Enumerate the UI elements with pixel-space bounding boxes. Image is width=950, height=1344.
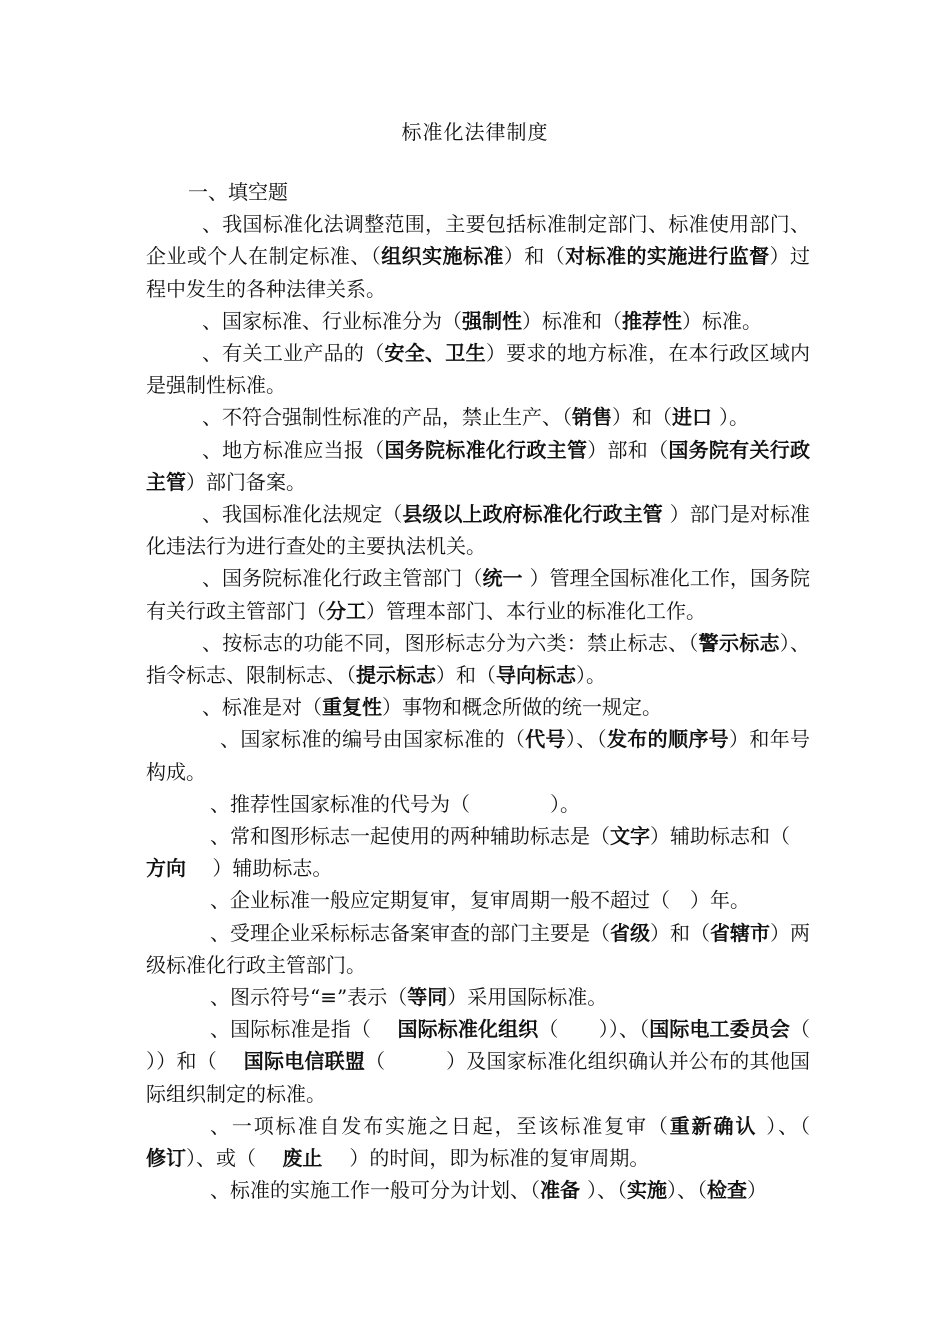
question-text: ）: [746, 1178, 767, 1203]
answer-text: 国际电工委员会: [649, 1017, 791, 1042]
question-text: 、不符合强制性标准的产品，禁止生产、（: [202, 405, 572, 430]
answer-text: 分工: [326, 598, 366, 623]
answer-text: 文字: [610, 824, 650, 849]
answer-text: 警示标志: [698, 630, 780, 655]
answer-text: 重新确认: [669, 1113, 767, 1138]
question-list: [146, 208, 851, 1206]
question-text: ）和（: [612, 405, 672, 430]
question-text: ）、（: [586, 1178, 627, 1203]
question-text: 、国家标准的编号由国家标准的（: [220, 727, 526, 752]
question-text: 、企业标准一般应定期复审，复审周期一般不超过（ ）年。: [210, 888, 750, 913]
question-text: ）事物和概念所做的统一规定。: [382, 695, 662, 720]
question-item: [146, 691, 810, 723]
question-text: ）辅助标志和（: [650, 824, 810, 849]
answer-text: 省辖市: [710, 920, 770, 945]
question-text: ）采用国际标准。: [447, 985, 608, 1010]
question-text: ）部门是对标准化违法行为进行查处的主要执法机关。: [146, 502, 811, 559]
question-text: ）、（: [565, 727, 607, 752]
question-text: 、国家标准、行业标准分为（: [202, 308, 462, 333]
question-text: 、推荐性国家标准的代号为（ ）。: [210, 791, 580, 816]
question-text: ）、（: [666, 1178, 707, 1203]
answer-text: 提示标志: [356, 663, 436, 688]
document-body: [146, 176, 851, 1207]
question-text: （ ））和（: [146, 1017, 851, 1074]
question-item: [146, 562, 810, 626]
question-text: ）和（: [436, 663, 496, 688]
answer-text: 等同: [407, 985, 448, 1010]
question-item: [146, 981, 810, 1013]
answer-text: 销售: [572, 405, 612, 430]
question-text: ）部门备案。: [186, 469, 306, 494]
answer-text: 国际电信联盟: [243, 1049, 366, 1074]
question-text: （ ）及国家标准化组织确认并公布的其他国际组织制定的标准。: [146, 1049, 811, 1106]
question-text: ）的时间，即为标准的复审周期。: [329, 1146, 650, 1171]
question-text: ）部和（: [587, 437, 669, 462]
question-item: [146, 1174, 810, 1206]
answer-text: 组织实施标准: [381, 244, 504, 269]
answer-text: 省级: [610, 920, 650, 945]
answer-text: 统一: [482, 566, 530, 591]
question-text: 、标准是对（: [202, 695, 322, 720]
question-item: [146, 1013, 851, 1110]
answer-text: 强制性: [462, 308, 522, 333]
answer-text: 国务院标准化行政主管: [384, 437, 588, 462]
question-text: 、有关工业产品的（: [202, 341, 385, 366]
question-text: ）。: [576, 663, 606, 688]
answer-text: 国际标准化组织: [397, 1017, 539, 1042]
question-item: [146, 498, 810, 562]
question-text: ）标准和（: [522, 308, 622, 333]
answer-text: 方向: [146, 856, 186, 881]
answer-text: 废止: [282, 1146, 330, 1171]
question-text: ）、（: [766, 1113, 850, 1138]
question-text: 、我国标准化法调整范围，主要包括标准制定部门、标准使用部门、企业或个人在制定标准、（: [146, 212, 810, 269]
question-text: ）。: [718, 405, 749, 430]
question-text: 、地方标准应当报（: [202, 437, 385, 462]
answer-text: 修订: [146, 1146, 186, 1171]
question-text: 、图示符号“≡”表示（: [210, 985, 408, 1010]
question-item: [146, 401, 810, 433]
question-item: [146, 820, 810, 884]
question-text: ）辅助标志。: [186, 856, 333, 881]
answer-text: 实施: [626, 1178, 667, 1203]
answer-text: 准备: [540, 1178, 587, 1203]
question-item: [146, 305, 810, 337]
question-text: ）、或（: [186, 1146, 283, 1171]
question-text: 、国务院标准化行政主管部门（: [202, 566, 483, 591]
question-text: 、按标志的功能不同，图形标志分为六类：禁止标志、（: [202, 630, 699, 655]
question-text: ）和（: [503, 244, 566, 269]
question-item: [146, 917, 810, 981]
question-text: 、标准的实施工作一般可分为计划、（: [210, 1178, 540, 1203]
question-item: [146, 788, 810, 820]
question-item: [146, 723, 810, 787]
question-item: [146, 884, 810, 916]
answer-text: 发布的顺序号: [606, 727, 730, 752]
question-text: 、受理企业采标标志备案审查的部门主要是（: [210, 920, 610, 945]
answer-text: 安全、卫生: [384, 341, 486, 366]
question-text: 、常和图形标志一起使用的两种辅助标志是（: [210, 824, 610, 849]
question-item: [146, 337, 810, 401]
question-text: ）两级标准化行政主管部门。: [146, 920, 810, 977]
answer-text: 重复性: [322, 695, 382, 720]
question-text: ）标准。: [682, 308, 762, 333]
question-text: ）要求的地方标准，在本行政区域内是强制性标准。: [146, 341, 811, 398]
answer-text: 导向标志: [496, 663, 576, 688]
question-item: [146, 627, 810, 691]
question-item: [146, 1110, 850, 1174]
question-text: ）和年号构成。: [146, 727, 811, 784]
answer-text: 进口: [672, 405, 719, 430]
question-text: 、我国标准化法规定（: [202, 502, 403, 527]
section-heading: 一、填空题: [188, 180, 288, 204]
answer-text: 县级以上政府标准化行政主管: [402, 502, 670, 527]
question-text: （ ））、（: [538, 1017, 650, 1042]
question-item: [146, 434, 810, 498]
question-text: ）管理全国标准化工作，国务院有关行政主管部门（: [146, 566, 811, 623]
answer-text: 代号: [525, 727, 566, 752]
question-text: ）过程中发生的各种法律关系。: [146, 244, 810, 301]
question-text: 、一项标准自发布实施之日起，至该标准复审（: [210, 1113, 670, 1138]
answer-text: 国务院有关行政主管: [146, 437, 811, 494]
question-text: ）、指令标志、限制标志、（: [146, 630, 811, 688]
question-item: [146, 208, 810, 305]
answer-text: 对标准的实施进行监督: [565, 244, 770, 269]
question-text: ）和（: [650, 920, 710, 945]
answer-text: 推荐性: [622, 308, 682, 333]
question-text: 、国际标准是指（: [210, 1017, 398, 1042]
document-title: 标准化法律制度: [401, 120, 549, 144]
answer-text: 检查: [706, 1178, 747, 1203]
question-text: ）管理本部门、本行业的标准化工作。: [366, 598, 706, 623]
